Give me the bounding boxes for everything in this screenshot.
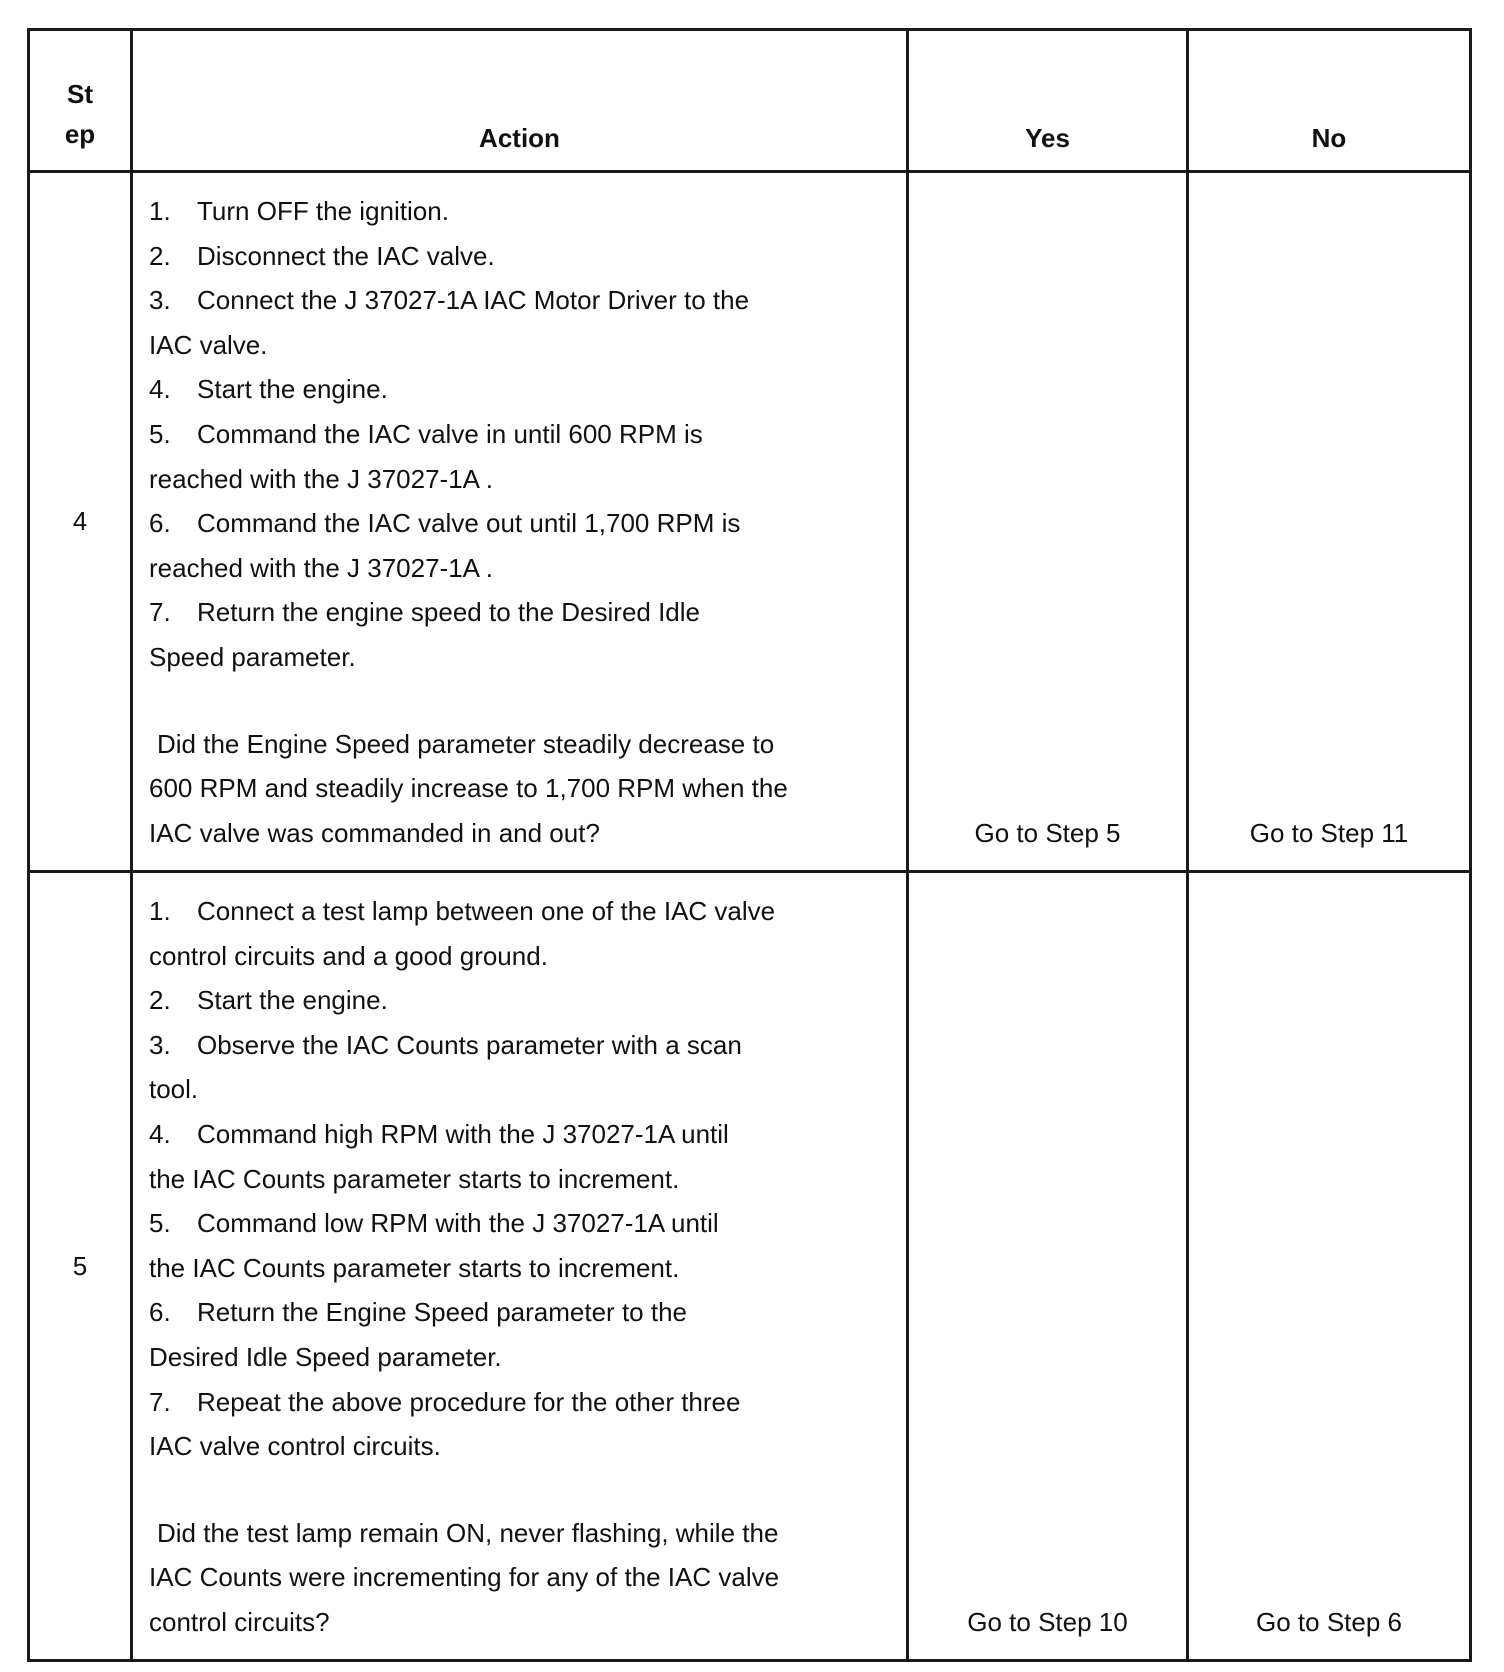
header-step-line1: St: [67, 79, 93, 109]
action-line-number: 2.: [149, 985, 171, 1016]
action-line-number: 2.: [149, 240, 171, 271]
action-line: [149, 889, 892, 934]
action-line-continuation: reached with the J 37027-1A .: [149, 552, 494, 583]
action-line-text: Observe the IAC Counts parameter with a scan: [197, 1029, 742, 1060]
table-row: [29, 172, 1471, 872]
action-line: [149, 1201, 892, 1246]
action-line-continuation: control circuits and a good ground.: [149, 940, 548, 971]
action-line: [149, 278, 892, 323]
action-line-continuation: the IAC Counts parameter starts to increment.: [149, 1163, 680, 1194]
action-line-number: 1.: [149, 896, 171, 926]
action-line-continuation: Desired Idle Speed parameter.: [149, 1341, 502, 1372]
action-line-text: Command the IAC valve out until 1,700 RPM is: [197, 508, 741, 539]
action-line: [149, 978, 892, 1023]
action-line-number: 3.: [149, 285, 171, 316]
action-line-text: Command low RPM with the J 37027-1A until: [197, 1208, 719, 1239]
header-step: [29, 30, 132, 172]
action-line: [149, 1290, 892, 1335]
step-number: 4: [29, 172, 132, 872]
action-line-number: 6.: [149, 508, 171, 539]
header-yes: Yes: [908, 30, 1188, 172]
spacer: [149, 1469, 892, 1511]
action-line: [149, 412, 892, 457]
yes-result: Go to Step 5: [908, 172, 1188, 872]
action-line-text: Start the engine.: [197, 985, 388, 1016]
header-no: No: [1188, 30, 1471, 172]
action-line-continuation: Speed parameter.: [149, 641, 356, 672]
no-result: Go to Step 6: [1188, 872, 1471, 1661]
action-line-text: Connect the J 37027-1A IAC Motor Driver to the: [197, 285, 750, 316]
action-line-number: 6.: [149, 1297, 171, 1328]
action-line: [149, 1023, 892, 1068]
header-action: Action: [132, 30, 908, 172]
action-cell: [132, 872, 908, 1661]
action-cell: [132, 172, 908, 872]
action-line: [149, 367, 892, 412]
action-line: [149, 189, 892, 234]
action-line: [149, 234, 892, 279]
action-line-number: 5.: [149, 1208, 171, 1239]
header-row: [29, 30, 1471, 172]
action-line-number: 3.: [149, 1029, 171, 1060]
action-line-number: 4.: [149, 374, 171, 405]
table-row: [29, 872, 1471, 1661]
action-line-text: Repeat the above procedure for the other three: [197, 1386, 741, 1417]
action-line-number: 5.: [149, 418, 171, 449]
question-line: control circuits?: [149, 1606, 330, 1637]
action-line-continuation: IAC valve control circuits.: [149, 1431, 441, 1462]
action-line-continuation: tool.: [149, 1074, 199, 1105]
question-line: IAC Counts were incrementing for any of the IAC valve: [149, 1562, 780, 1593]
action-line-number: 7.: [149, 1386, 171, 1417]
action-line-text: Turn OFF the ignition.: [197, 196, 449, 226]
action-line: [149, 590, 892, 635]
action-line-text: Command the IAC valve in until 600 RPM is: [197, 418, 703, 449]
yes-result: Go to Step 10: [908, 872, 1188, 1661]
spacer: [149, 680, 892, 722]
action-line: [149, 1112, 892, 1157]
header-step-line2: ep: [64, 119, 96, 149]
question-line: IAC valve was commanded in and out?: [149, 817, 600, 848]
action-line: [149, 501, 892, 546]
action-line-continuation: the IAC Counts parameter starts to increment.: [149, 1252, 680, 1283]
action-line-text: Command high RPM with the J 37027-1A until: [197, 1118, 729, 1149]
action-line-continuation: reached with the J 37027-1A .: [149, 463, 494, 494]
action-line-number: 7.: [149, 597, 171, 628]
question-line: Did the test lamp remain ON, never flashing, while the: [157, 1517, 779, 1548]
step-number: 5: [29, 872, 132, 1661]
action-line-continuation: IAC valve.: [149, 329, 268, 360]
action-line-text: Return the Engine Speed parameter to the: [197, 1297, 687, 1328]
action-line-number: 1.: [149, 196, 171, 226]
action-line-text: Disconnect the IAC valve.: [197, 240, 495, 271]
action-line-text: Start the engine.: [197, 374, 388, 405]
action-line-text: Connect a test lamp between one of the IAC valve: [197, 896, 776, 926]
question-line: 600 RPM and steadily increase to 1,700 RPM when the: [149, 773, 788, 804]
action-line: [149, 1380, 892, 1425]
question-line: Did the Engine Speed parameter steadily decrease to: [157, 728, 775, 759]
action-line-number: 4.: [149, 1118, 171, 1149]
diagnostic-table: [27, 28, 1472, 1662]
no-result: Go to Step 11: [1188, 172, 1471, 872]
action-line-text: Return the engine speed to the Desired Idle: [197, 597, 701, 628]
